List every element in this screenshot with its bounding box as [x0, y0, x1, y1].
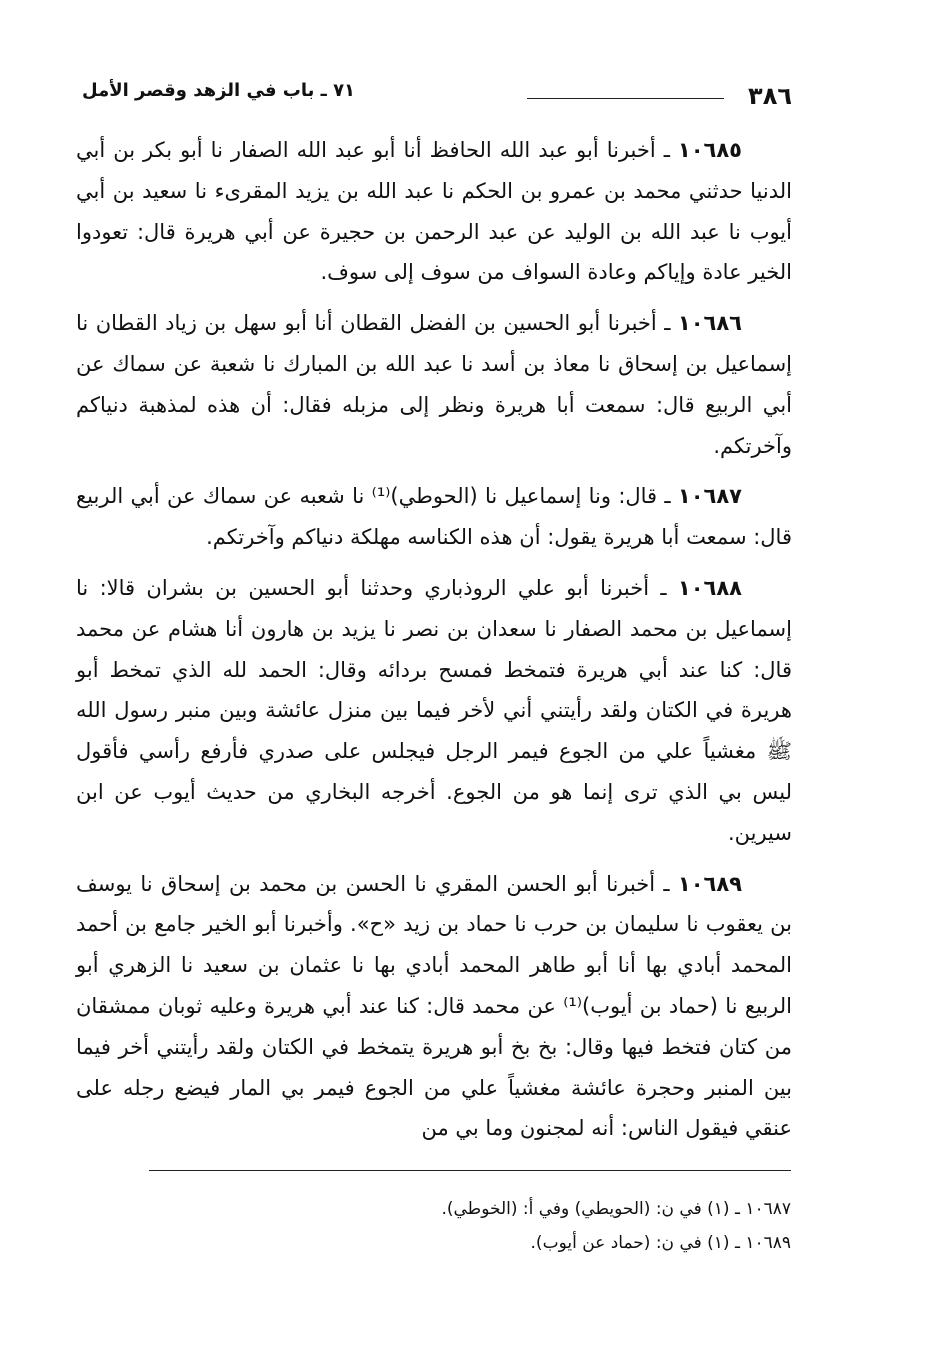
- hadith-text: ـ أخبرنا أبو علي الروذباري وحدثنا أبو الحسين بن بشران قالا: نا إسماعيل بن محمد الصفار نا سعدان بن نصر نا يزيد بن هارون أنا هشام عن محمد قال: كنا عند أبي هريرة فتمخط فمسح بردائه وقال: الحمد لله الذي تمخط أبو هريرة في الكتان ولقد رأيتني أني لأخر فيما بين منزل عائشة وبين منبر رسول الله ﷺ مغشياً علي من الجوع فيمر الرجل فيجلس على صدري فأرفع رأسي فأقول ليس بي الذي ترى إنما هو من الجوع. أخرجه البخاري من حديث أيوب عن ابن سيرين.: [76, 575, 792, 845]
- hadith-number: ١٠٦٨٧: [677, 484, 742, 509]
- hadith-10686: [76, 303, 792, 466]
- hadith-text: ـ قال: ونا إسماعيل نا (الحوطي)⁽¹⁾ نا شعبه عن سماك عن أبي الربيع قال: سمعت أبا هريرة يقول: أن هذه الكناسه مهلكة دنياكم وآخرتكم.: [76, 484, 792, 550]
- page-number: ٣٨٦: [748, 82, 792, 110]
- footnote-rule: [149, 1170, 791, 1171]
- hadith-number: ١٠٦٨٦: [677, 311, 742, 336]
- hadith-text: ـ أخبرنا أبو عبد الله الحافظ أنا أبو عبد الله الصفار نا أبو بكر بن أبي الدنيا حدثني محمد بن عمرو بن الحكم نا عبد الله بن يزيد المقرىء نا سعيد بن أبي أيوب نا عبد الله بن الوليد عن عبد الرحمن بن حجيرة عن أبي هريرة قال: تعودوا الخير عادة وإياكم وعادة السواف من سوف إلى سوف.: [76, 138, 792, 285]
- running-header: [82, 78, 792, 112]
- main-text: [76, 130, 792, 1159]
- chapter-title: ٧١ ـ باب في الزهد وقصر الأمل: [82, 80, 356, 101]
- hadith-text: ـ أخبرنا أبو الحسين بن الفضل القطان أنا أبو سهل بن زياد القطان نا إسماعيل بن إسحاق نا معاذ بن أسد نا عبد الله بن المبارك نا شعبة عن سماك عن أبي الربيع قال: سمعت أبا هريرة ونظر إلى مزبله فقال: أن هذه لمذهبة دنياكم وآخرتكم.: [76, 311, 792, 458]
- footnote-10689: ١٠٦٨٩ ـ (١) في ن: (حماد عن أيوب).: [530, 1233, 791, 1253]
- hadith-text: ـ أخبرنا أبو الحسن المقري نا الحسن بن محمد بن إسحاق نا يوسف بن يعقوب نا سليمان بن حرب نا حماد بن زيد «ح». وأخبرنا أبو الخير جامع بن أحمد المحمد أبادي بها أنا أبو طاهر المحمد أبادي بها نا عثمان بن سعيد نا الزهري أبو الربيع نا (حماد بن أيوب)⁽¹⁾ عن محمد قال: كنا عند أبي هريرة وعليه ثوبان ممشقان من كتان فتخط فيها وقال: بخ بخ أبو هريرة يتمخط في الكتان ولقد رأيتني أخر فيما بين المنبر وحجرة عائشة مغشياً علي من الجوع فيمر بي المار فيضع رجله على عنقي فيقول الناس: أنه لمجنون وما بي من: [76, 871, 792, 1141]
- header-rule: [527, 98, 724, 99]
- hadith-10689: [76, 864, 792, 1150]
- footnote-10687: ١٠٦٨٧ ـ (١) في ن: (الحويطي) وفي أ: (الخوطي).: [441, 1199, 791, 1219]
- hadith-number: ١٠٦٨٩: [677, 871, 742, 896]
- hadith-10685: [76, 130, 792, 293]
- hadith-10688: [76, 568, 792, 854]
- hadith-number: ١٠٦٨٨: [677, 575, 742, 600]
- hadith-10687: [76, 476, 792, 558]
- footnotes: [149, 1192, 791, 1260]
- hadith-number: ١٠٦٨٥: [677, 138, 742, 162]
